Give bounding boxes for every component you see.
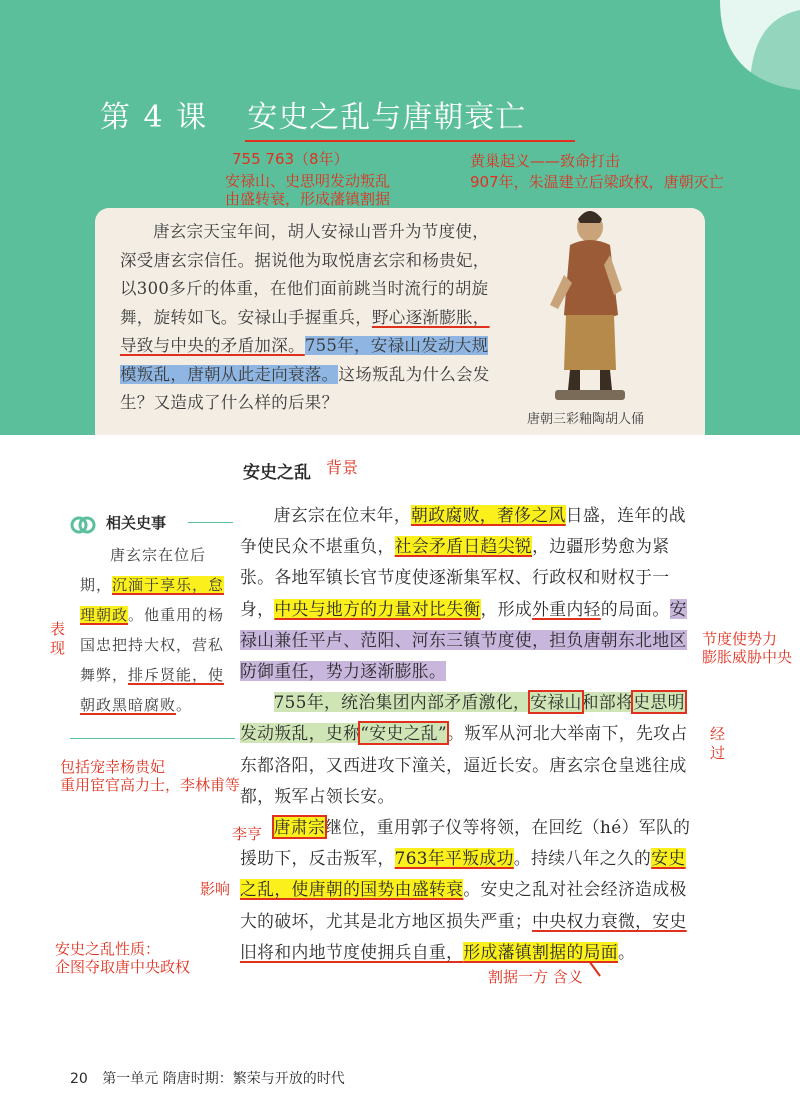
lesson-heading bbox=[100, 92, 526, 136]
intro-part-1: 唐玄宗天宝年间，胡人安禄山晋升为节度使，深受唐玄宗信任。据说他为取悦唐玄宗和杨贵妃，以300多斤的体重，在他们面前跳当时流行的胡旋舞，旋转如飞。安禄山手握重兵， bbox=[120, 222, 490, 327]
header-corner-decoration bbox=[680, 0, 800, 120]
intro-text bbox=[120, 218, 490, 418]
annotation-jiedushi-1: 节度使势力 bbox=[702, 630, 778, 648]
annotation-consequence: 由盛转衰，形成藩镇割据 bbox=[225, 190, 391, 208]
lesson-number: 第 4 课 bbox=[100, 100, 209, 135]
annotation-nature-1: 安史之乱性质： bbox=[55, 940, 161, 958]
body-paragraph-2 bbox=[240, 687, 698, 812]
body-boxed: 史思明 bbox=[633, 692, 685, 713]
annotation-nature-2: 企图夺取唐中央政权 bbox=[55, 958, 191, 976]
body-highlight: 763年平叛成功 bbox=[394, 848, 514, 869]
annotation-causes: 安禄山、史思明发动叛乱 bbox=[225, 172, 391, 190]
body-paragraph-3 bbox=[240, 812, 698, 968]
page-footer bbox=[70, 1068, 345, 1088]
sidebar-heading: 相关史事 bbox=[106, 514, 167, 532]
sidebar-text-1: 唐玄宗在位后期， bbox=[80, 546, 207, 594]
body-boxed: 唐肃宗 bbox=[273, 817, 326, 838]
body-highlight-purple: 安禄山兼任平卢、范阳、河东三镇节度使，担负唐朝东北地区防御重任，势力逐渐膨胀。 bbox=[240, 598, 687, 682]
intro-part-5: 这场叛乱为什么会发生？又造成了什么样的后果？ bbox=[120, 364, 490, 412]
body-boxed: 安禄山 bbox=[530, 692, 582, 713]
section-tag-annotation: 背景 bbox=[326, 458, 359, 477]
body-highlight-green: 和部将 bbox=[581, 692, 634, 713]
sidebar-heading-rule bbox=[188, 522, 233, 523]
sidebar-bottom-rule bbox=[70, 738, 235, 739]
body-highlight-green: 755年，统治集团内部矛盾激化， bbox=[273, 692, 531, 713]
intro-highlight-755: 755年，安禄山发动大规模叛乱，唐朝从此走向衰落。 bbox=[120, 336, 489, 384]
body-text: 继位，重用郭子仪等将领，在回纥（hé）军队的援助下，反击叛军， bbox=[240, 817, 691, 869]
body-underline: 外重内轻 bbox=[532, 598, 601, 619]
body-highlight: 形成藩镇割据的局面 bbox=[463, 941, 618, 962]
figurine-image bbox=[540, 205, 640, 405]
sidebar-text-3: 。他重用的杨国忠把持大权，营私舞弊， bbox=[80, 606, 225, 684]
sidebar-underline: 排斥贤能，使朝政黑暗腐败 bbox=[80, 666, 225, 714]
body-text: 。持续八年之久的 bbox=[513, 848, 652, 869]
body-highlight: 社会矛盾日趋尖锐 bbox=[394, 536, 533, 557]
annotation-biaoxian: 表现 bbox=[50, 620, 66, 657]
body-highlight: 朝政腐败，奢侈之风 bbox=[411, 505, 566, 525]
body-highlight: 安史之乱，使唐朝的国势由盛转衰 bbox=[240, 848, 686, 900]
body-text: ，边疆形势愈为紧张。各地军镇长官节度使逐渐集军权、行政权和财权于一身， bbox=[240, 536, 670, 619]
body-highlight-green: 发动叛乱，史称 bbox=[240, 723, 361, 744]
annotation-years: 755 763（8年） bbox=[232, 150, 349, 168]
annotation-jingguo: 经过 bbox=[710, 725, 726, 762]
body-text: 。叛军从河北大举南下，先攻占东都洛阳，又西进攻下潼关，逼近长安。唐玄宗仓皇逃往成都，叛军占领长安。 bbox=[240, 723, 688, 806]
section-title: 安史之乱 bbox=[243, 463, 311, 483]
annotation-yingxiang: 影响 bbox=[200, 880, 231, 898]
body-text: 。 bbox=[618, 941, 636, 962]
body-highlight: 中央与地方的力量对比失衡 bbox=[274, 598, 481, 619]
main-body bbox=[240, 500, 698, 968]
figure-caption: 唐朝三彩釉陶胡人俑 bbox=[527, 412, 645, 427]
related-history-icon bbox=[70, 512, 96, 538]
body-text: 的局面。 bbox=[600, 598, 670, 619]
intro-part-2: 野心逐渐膨胀， bbox=[372, 307, 490, 327]
body-text: 唐玄宗在位末年， bbox=[273, 505, 412, 525]
annotation-geju: 割据一方 含义 bbox=[488, 968, 583, 986]
annotation-baokuo-1: 包括宠幸杨贵妃 bbox=[60, 758, 166, 776]
annotation-tang-end: 907年，朱温建立后梁政权，唐朝灭亡 bbox=[470, 173, 724, 191]
annotation-liheng: 李亨 bbox=[232, 825, 263, 843]
body-underline: 中央权力衰微，安史旧将和内地节度使拥兵自重， bbox=[240, 910, 687, 962]
unit-title: 第一单元 隋唐时期：繁荣与开放的时代 bbox=[102, 1071, 345, 1087]
body-boxed: “安史之乱” bbox=[360, 723, 447, 744]
sidebar-text bbox=[80, 540, 230, 720]
intro-part-3: 导致与中央的矛盾加深。 bbox=[120, 336, 305, 355]
title-underline bbox=[245, 140, 575, 142]
body-text: ，形成 bbox=[480, 598, 533, 619]
annotation-huangchao: 黄巢起义——致命打击 bbox=[470, 152, 621, 170]
annotation-jiedushi-2: 膨胀威胁中央 bbox=[702, 648, 793, 666]
page-number: 20 bbox=[70, 1071, 88, 1087]
lesson-title: 安史之乱与唐朝衰亡 bbox=[247, 100, 527, 135]
sidebar-text-5: 。 bbox=[176, 696, 193, 714]
body-text: 。安史之乱对社会经济造成极大的破坏，尤其是北方地区损失严重； bbox=[240, 879, 687, 931]
annotation-baokuo-2: 重用宦官高力士，李林甫等 bbox=[60, 776, 241, 794]
sidebar-highlight: 沉湎于享乐，怠理朝政 bbox=[80, 576, 225, 624]
body-paragraph-1 bbox=[240, 500, 698, 687]
body-text: 日盛，连年的战争使民众不堪重负， bbox=[240, 505, 686, 557]
